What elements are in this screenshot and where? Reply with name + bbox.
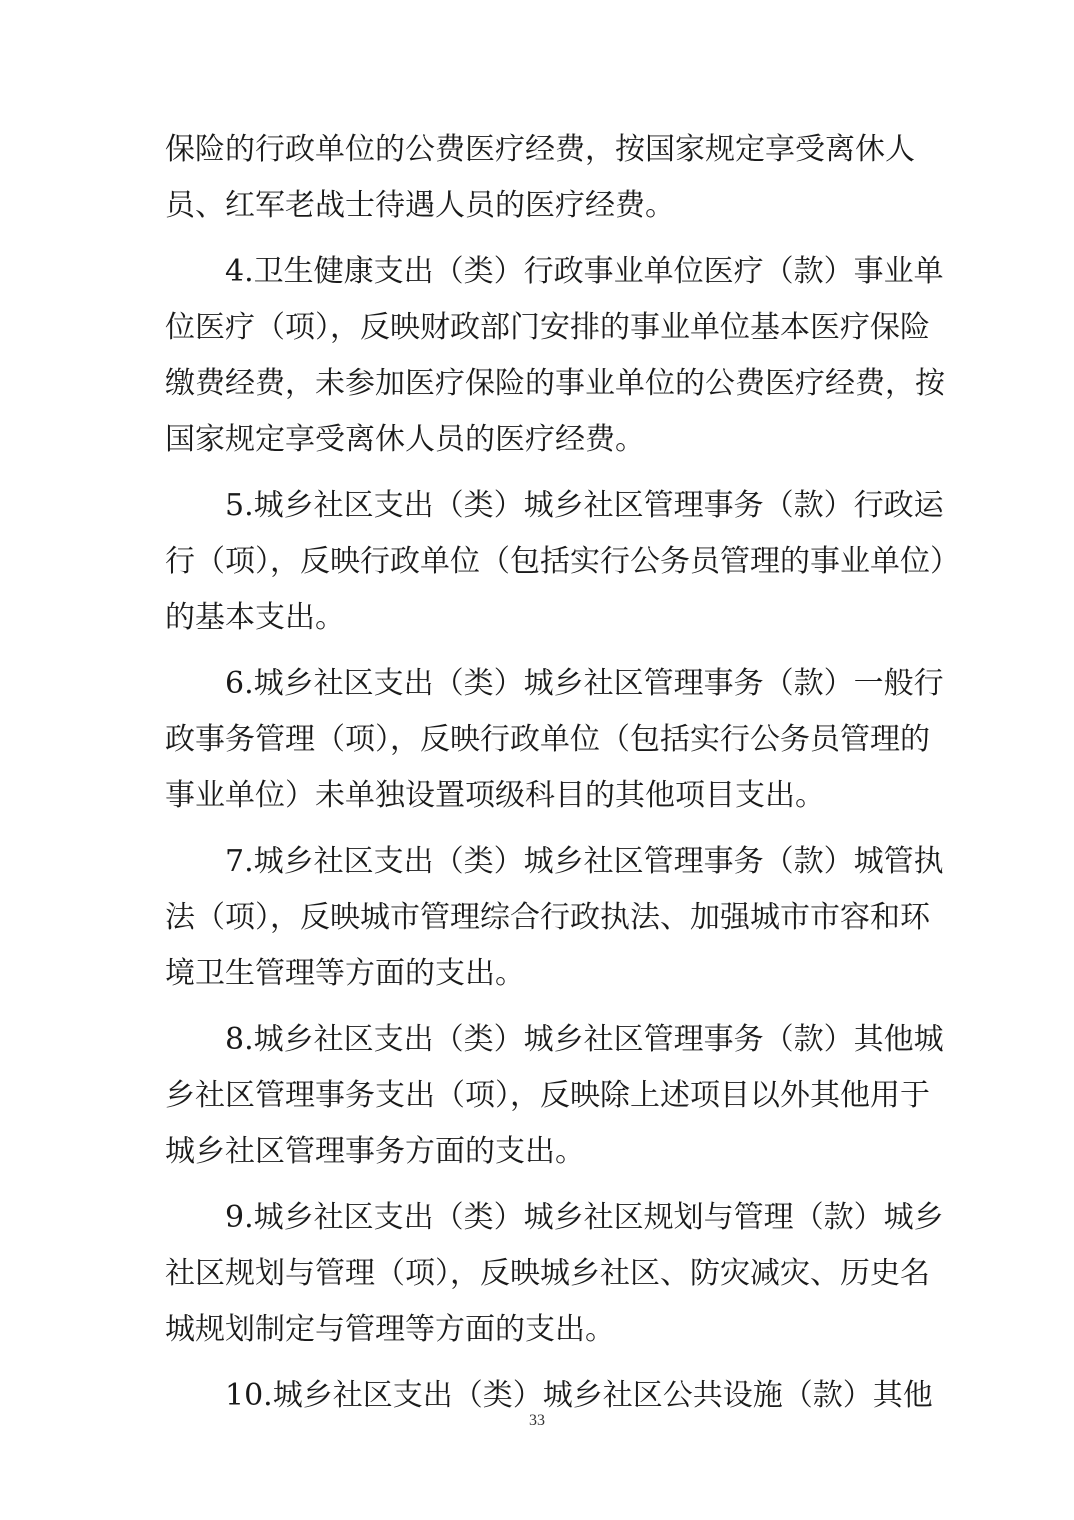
text-line: 事业单位）未单独设置项级科目的其他项目支出。 xyxy=(165,778,825,813)
text-line: 行（项），反映行政单位（包括实行公务员管理的事业单位） xyxy=(165,544,960,579)
text-line: 6.城乡社区支出（类）城乡社区管理事务（款）一般行 xyxy=(165,666,944,701)
text-line: 9.城乡社区支出（类）城乡社区规划与管理（款）城乡 xyxy=(165,1200,944,1235)
paragraph-item-5 xyxy=(165,478,960,646)
text-line: 位医疗（项），反映财政部门安排的事业单位基本医疗保险 xyxy=(165,310,930,345)
text-line: 城乡社区管理事务方面的支出。 xyxy=(165,1134,585,1169)
text-line: 缴费经费，未参加医疗保险的事业单位的公费医疗经费，按 xyxy=(165,366,945,401)
text-line: 境卫生管理等方面的支出。 xyxy=(165,956,525,991)
paragraph-item-6 xyxy=(165,656,944,824)
page-number: 33 xyxy=(529,1412,545,1429)
text-line: 员、红军老战士待遇人员的医疗经费。 xyxy=(165,188,675,223)
text-line: 政事务管理（项），反映行政单位（包括实行公务员管理的 xyxy=(165,722,930,757)
text-line: 4.卫生健康支出（类）行政事业单位医疗（款）事业单 xyxy=(165,254,944,289)
text-line: 的基本支出。 xyxy=(165,600,345,635)
text-line: 10.城乡社区支出（类）城乡社区公共设施（款）其他 xyxy=(165,1378,933,1413)
paragraph-item-8 xyxy=(165,1012,944,1180)
paragraph-item-4 xyxy=(165,244,945,468)
paragraph-item-7 xyxy=(165,834,944,1002)
text-line: 保险的行政单位的公费医疗经费，按国家规定享受离休人 xyxy=(165,132,915,167)
paragraph-continuation xyxy=(165,122,913,234)
text-line: 社区规划与管理（项），反映城乡社区、防灾减灾、历史名 xyxy=(165,1256,930,1291)
text-line: 8.城乡社区支出（类）城乡社区管理事务（款）其他城 xyxy=(165,1022,944,1057)
paragraph-item-9 xyxy=(165,1190,944,1358)
text-line: 法（项），反映城市管理综合行政执法、加强城市市容和环 xyxy=(165,900,930,935)
document-body xyxy=(165,122,960,1424)
text-line: 乡社区管理事务支出（项），反映除上述项目以外其他用于 xyxy=(165,1078,930,1113)
text-line: 城规划制定与管理等方面的支出。 xyxy=(165,1312,615,1347)
text-line: 5.城乡社区支出（类）城乡社区管理事务（款）行政运 xyxy=(165,488,944,523)
text-line: 国家规定享受离休人员的医疗经费。 xyxy=(165,422,645,457)
text-line: 7.城乡社区支出（类）城乡社区管理事务（款）城管执 xyxy=(165,844,944,879)
